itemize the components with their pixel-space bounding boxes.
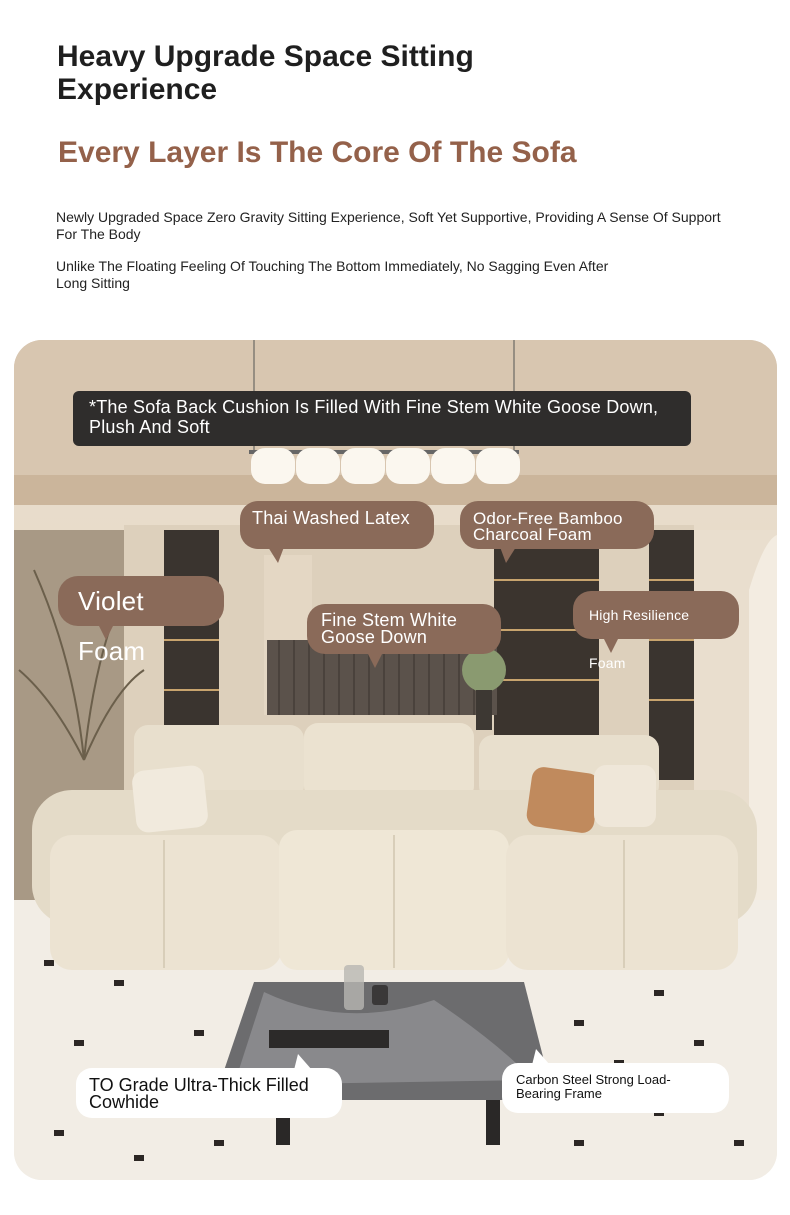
callout-pointer (603, 637, 619, 653)
callout-cowhide (76, 1068, 342, 1118)
callout-thai-latex (240, 501, 434, 549)
callout-back-cushion-note: *The Sofa Back Cushion Is Filled With Fine Stem White Goose Down, Plush And Soft (73, 391, 691, 446)
description-paragraph-1: Newly Upgraded Space Zero Gravity Sitting Experience, Soft Yet Supportive, Providing A Sense Of Support For The Body (56, 209, 721, 242)
callout-violet-foam-label: Violet Foam (78, 586, 146, 666)
page-title: Heavy Upgrade Space Sitting Experience (57, 40, 474, 106)
callout-steel-frame-label: Carbon Steel Strong Load-Bearing Frame (516, 1072, 671, 1101)
callout-pointer (532, 1049, 550, 1065)
callout-violet-foam (58, 576, 224, 666)
callout-steel-frame (502, 1063, 729, 1113)
callout-pointer (294, 1054, 312, 1070)
callout-pointer (268, 547, 284, 563)
callout-goose-down (307, 604, 501, 654)
callout-pointer (500, 547, 516, 563)
sofa-product-photo (14, 340, 777, 1180)
callout-pointer (98, 624, 114, 640)
callout-bamboo-charcoal-foam (460, 501, 654, 549)
callout-pointer (367, 652, 383, 668)
callout-cowhide-label: TO Grade Ultra-Thick Filled Cowhide (89, 1075, 309, 1112)
callout-high-resilience-foam (573, 591, 739, 671)
section-subtitle: Every Layer Is The Core Of The Sofa (58, 136, 577, 169)
callout-high-resilience-foam-label: High Resilience Foam (589, 607, 690, 671)
callout-bamboo-charcoal-foam-label: Odor-Free Bamboo Charcoal Foam (473, 509, 623, 544)
callout-thai-latex-label: Thai Washed Latex (252, 508, 410, 528)
callout-goose-down-label: Fine Stem White Goose Down (321, 610, 458, 647)
description-paragraph-2: Unlike The Floating Feeling Of Touching The Bottom Immediately, No Sagging Even After Long Sitting (56, 258, 609, 291)
